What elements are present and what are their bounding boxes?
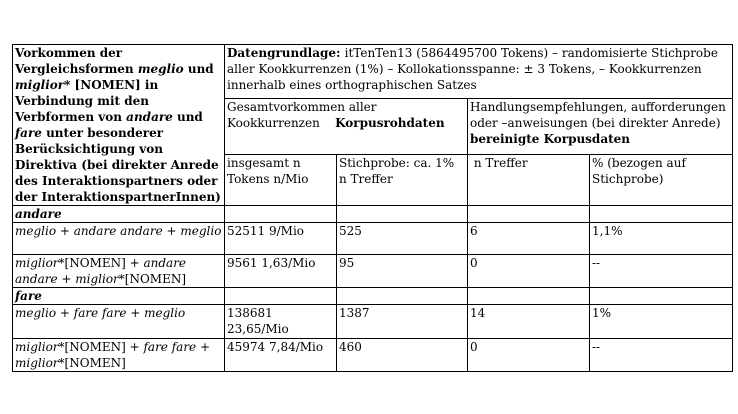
text-fragment: + fare fare + miglior*	[15, 340, 211, 370]
cell-treffer: 6	[468, 223, 590, 255]
table-row	[13, 255, 733, 288]
cell-treffer: 0	[468, 255, 590, 288]
datengrundlage-text: itTenTen13 (5864495700 Tokens) – randomisierte Stichprobe aller Kookkurrenzen (1%) – Kollokationsspanne: ± 3 Tokens, – Kookkurrenzen innerhalb eines orthographischen Satzes	[227, 46, 718, 92]
cell-insgesamt: 45974 7,84/Mio	[225, 339, 337, 372]
cell-stichprobe: 1387	[337, 305, 468, 339]
cell-treffer: 14	[468, 305, 590, 339]
korpusrohdaten-label: Korpusrohdaten	[335, 115, 445, 130]
table-row	[13, 223, 733, 255]
handlungsempfehlungen-cell	[468, 98, 733, 154]
text-fragment: unter besonderer Berücksichtigung von Direktiva (bei direkter Anrede des Interaktionspartners oder der InteraktionspartnerInnen)	[15, 126, 221, 204]
header-row-1	[13, 45, 733, 99]
cell-prozent: 1%	[590, 305, 733, 339]
text-fragment: [NOMEN]	[64, 356, 126, 370]
cell-stichprobe: 95	[337, 255, 468, 288]
section-row-fare	[13, 288, 733, 305]
cell-stichprobe: 460	[337, 339, 468, 372]
text-fragment: fare	[15, 126, 42, 140]
section-title-andare: andare	[13, 206, 225, 223]
col-prozent-header: % (bezogen auf Stichprobe)	[590, 154, 733, 206]
cell-insgesamt: 9561 1,63/Mio	[225, 255, 337, 288]
cell-insgesamt: 138681 23,65/Mio	[225, 305, 337, 339]
text-fragment: miglior*	[15, 78, 71, 92]
text-fragment: miglior*	[15, 256, 65, 270]
cell-prozent: --	[590, 255, 733, 288]
cell-prozent: 1,1%	[590, 223, 733, 255]
text-fragment: Vorkommen der Vergleichsformen	[15, 46, 138, 76]
datengrundlage-label: Datengrundlage:	[227, 46, 345, 60]
table-row	[13, 305, 733, 339]
col-treffer-header: n Treffer	[468, 154, 590, 206]
text-fragment: miglior*	[15, 340, 65, 354]
text-fragment: + andare andare + miglior*	[15, 256, 187, 286]
text-fragment: [NOMEN]	[64, 256, 130, 270]
text-fragment: [NOMEN] in Verbindung mit den Verbformen von	[15, 78, 159, 124]
handlungsempfehlungen-text: Handlungsempfehlungen, aufforderungen oder –anweisungen (bei direkter Anrede)	[470, 99, 726, 130]
row-label	[13, 223, 225, 255]
corner-description-cell	[13, 45, 225, 206]
gesamtvorkommen-cell	[225, 98, 468, 154]
col-insgesamt-header: insgesamt n Tokens n/Mio	[225, 154, 337, 206]
cell-treffer: 0	[468, 339, 590, 372]
table-row	[13, 339, 733, 372]
bereinigte-korpusdaten-label: bereinigte Korpusdaten	[470, 131, 631, 146]
text-fragment: und	[172, 110, 203, 124]
cell-prozent: --	[590, 339, 733, 372]
text-fragment: meglio	[137, 62, 184, 76]
corpus-table	[12, 44, 733, 372]
col-stichprobe-header: Stichprobe: ca. 1% n Treffer	[337, 154, 468, 206]
datengrundlage-cell	[225, 45, 733, 99]
text-fragment: meglio + fare fare + meglio	[15, 306, 186, 320]
text-fragment: und	[183, 62, 214, 76]
text-fragment: [NOMEN]	[124, 272, 187, 286]
section-title-fare: fare	[13, 288, 225, 305]
cell-insgesamt: 52511 9/Mio	[225, 223, 337, 255]
gesamtvorkommen-text: Gesamtvorkommen aller Kookkurrenzen	[227, 99, 377, 130]
text-fragment: meglio + andare andare + meglio	[15, 224, 222, 238]
row-label	[13, 255, 225, 288]
row-label	[13, 339, 225, 372]
cell-stichprobe: 525	[337, 223, 468, 255]
text-fragment: andare	[126, 110, 173, 124]
text-fragment: [NOMEN]	[64, 340, 130, 354]
row-label	[13, 305, 225, 339]
section-row-andare	[13, 206, 733, 223]
